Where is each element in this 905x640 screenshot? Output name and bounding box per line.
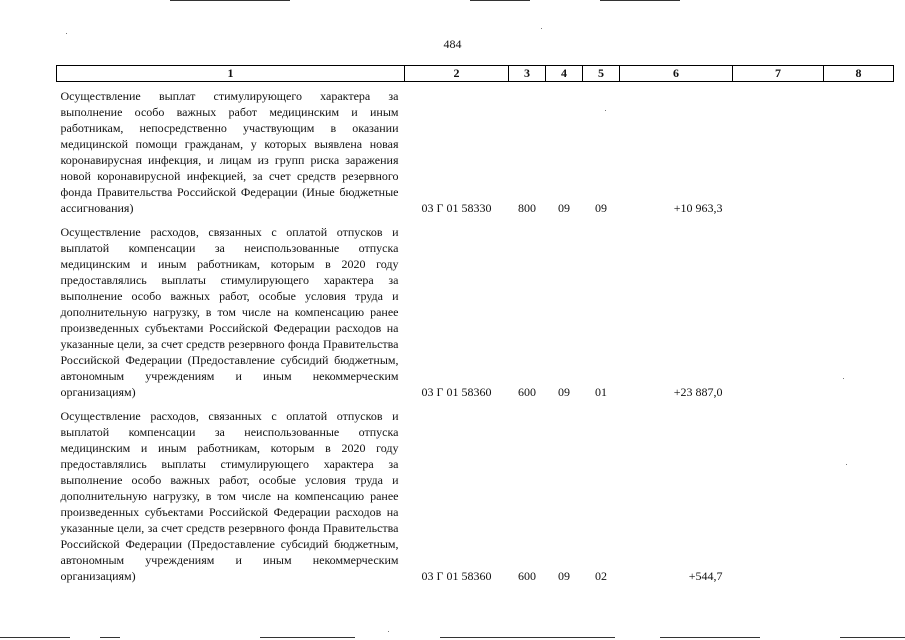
row-col7 [733,216,824,400]
row-description: Осуществление выплат стимулирующего характера за выполнение особо важных работ медицинским и иным работникам, непосредственно участвующим в оказании медицинской помощи гражданам, у которых выявлена новая коронавирусная инфекция, и лицам из групп риска заражения новой коронавирусной инфекцией, за счет средств резервного фонда Правительства Российской Федерации (Иные бюджетные ассигнования) [60,89,399,215]
row-section: 09 [558,385,570,399]
column-header: 7 [733,66,824,82]
row-subsection: 09 [595,201,607,215]
row-expense-type: 800 [518,201,536,215]
row-amount: +544,7 [688,569,723,583]
row-description: Осуществление расходов, связанных с оплатой отпусков и выплатой компенсации за неиспользованные отпуска медицинским и иным работникам, которым в 2020 году предоставлялись выплаты стимулирующего характера за выполнение особо важных работ, особые условия труда и дополнительную нагрузку, в том числе на компенсацию ранее произведенных субъектами Российской Федерации расходов на указанные цели, за счет средств резервного фонда Правительства Российской Федерации (Предоставление субсидий бюджетным, автономным учреждениям и иным некоммерческим организациям) [60,225,399,399]
scan-speck [66,33,67,34]
scan-speck [388,631,389,632]
row-code: 03 Г 01 58360 [421,385,492,399]
scan-edge-bottom [440,637,615,638]
table-row [57,216,894,400]
column-header: 3 [509,66,546,82]
row-amount: +10 963,3 [673,201,723,215]
row-description: Осуществление расходов, связанных с оплатой отпусков и выплатой компенсации за неиспользованные отпуска медицинским и иным работникам, которым в 2020 году предоставлялись выплаты стимулирующего характера за выполнение особо важных работ, особые условия труда и дополнительную нагрузку, в том числе на компенсацию ранее произведенных субъектами Российской Федерации расходов на указанные цели, за счет средств резервного фонда Правительства Российской Федерации (Предоставление субсидий бюджетным, автономным учреждениям и иным некоммерческим организациям) [60,409,399,583]
row-code: 03 Г 01 58330 [421,201,492,215]
row-col7 [733,82,824,217]
scan-edge-bottom [840,637,905,638]
table-row [57,82,894,217]
scan-edge-bottom [100,637,120,638]
scan-edge-bottom [660,637,760,638]
scan-edge-top [170,0,290,1]
row-amount: +23 887,0 [673,385,723,399]
row-section: 09 [558,569,570,583]
header-row [57,66,894,82]
column-header: 5 [583,66,620,82]
column-header: 1 [57,66,405,82]
scan-edge-bottom [260,637,355,638]
row-subsection: 01 [595,385,607,399]
column-header: 6 [620,66,733,82]
row-subsection: 02 [595,569,607,583]
table-row [57,400,894,584]
scan-edge-top [470,0,530,1]
row-code: 03 Г 01 58360 [421,569,492,583]
row-col7 [733,400,824,584]
page-number: 484 [443,37,462,51]
scan-speck [541,28,542,29]
row-expense-type: 600 [518,385,536,399]
column-header: 4 [546,66,583,82]
row-expense-type: 600 [518,569,536,583]
scan-edge-bottom [0,637,70,638]
column-header: 8 [824,66,894,82]
row-col8 [824,400,894,584]
row-section: 09 [558,201,570,215]
row-col8 [824,82,894,217]
row-col8 [824,216,894,400]
budget-table [56,65,894,584]
column-header: 2 [405,66,509,82]
scan-edge-top [600,0,680,1]
